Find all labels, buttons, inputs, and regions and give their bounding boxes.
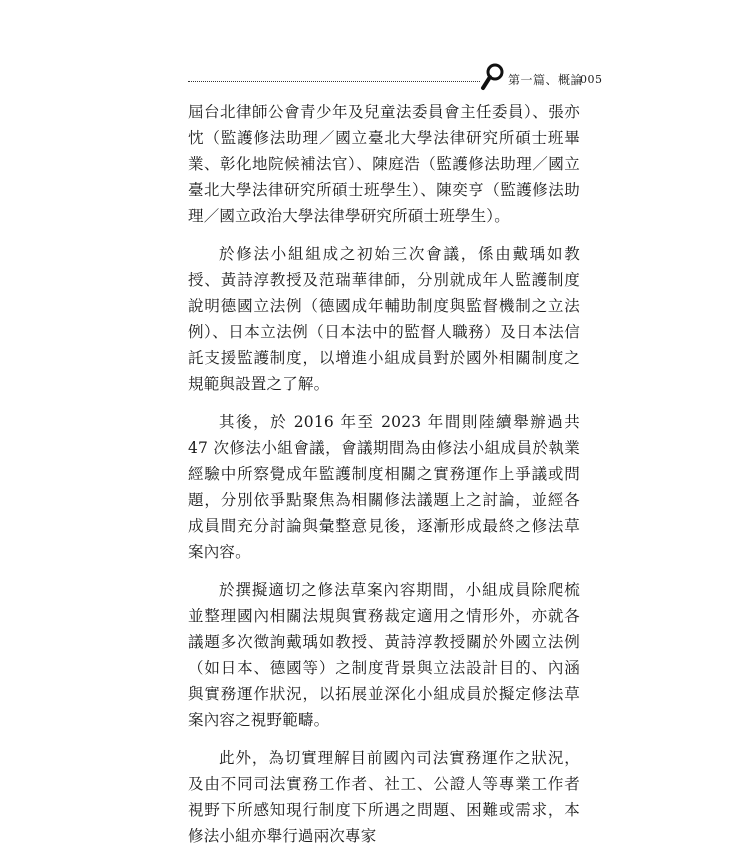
body-text [188, 99, 580, 861]
paragraph: 其後，於 2016 年至 2023 年間則陸續舉辦過共 47 次修法小組會議，會議期間為由修法小組成員於執業經驗中所察覺成年監護制度相關之實務運作上爭議或問題，分別依爭點聚焦為相關修法議題上之討論，並經各成員間充分討論與彙整意見後，逐漸形成最終之修法草案內容。 [188, 413, 580, 561]
running-header [188, 62, 608, 92]
chapter-title: 第一篇、概論 [508, 73, 584, 87]
page-number: 005 [580, 73, 603, 86]
paragraph: 此外，為切實理解目前國內司法實務運作之狀況，及由不同司法實務工作者、社工、公證人等專業工作者視野下所感知現行制度下所遇之問題、困難或需求，本修法小組亦舉行過兩次專家 [188, 749, 580, 845]
magnifier-icon [480, 62, 506, 92]
paragraph: 屆台北律師公會青少年及兒童法委員會主任委員）、張亦忱（監護修法助理／國立臺北大學法律研究所碩士班畢業、彰化地院候補法官）、陳庭浩（監護修法助理／國立臺北大學法律研究所碩士班學生）、陳奕亨（監護修法助理／國立政治大學法律學研究所碩士班學生）。 [188, 103, 580, 225]
paragraph: 於撰擬適切之修法草案內容期間，小組成員除爬梳並整理國內相關法規與實務裁定適用之情形外，亦就各議題多次徵詢戴瑀如教授、黃詩淳教授關於外國立法例（如日本、德國等）之制度背景與立法設計目的、內涵與實務運作狀況，以拓展並深化小組成員於擬定修法草案內容之視野範疇。 [188, 581, 580, 729]
paragraph: 於修法小組組成之初始三次會議，係由戴瑀如教授、黃詩淳教授及范瑞華律師，分別就成年人監護制度說明德國立法例（德國成年輔助制度與監督機制之立法例）、日本立法例（日本法中的監督人職務）及日本法信託支援監護制度，以增進小組成員對於國外相關制度之規範與設置之了解。 [188, 245, 580, 393]
header-dotted-rule [188, 81, 480, 82]
